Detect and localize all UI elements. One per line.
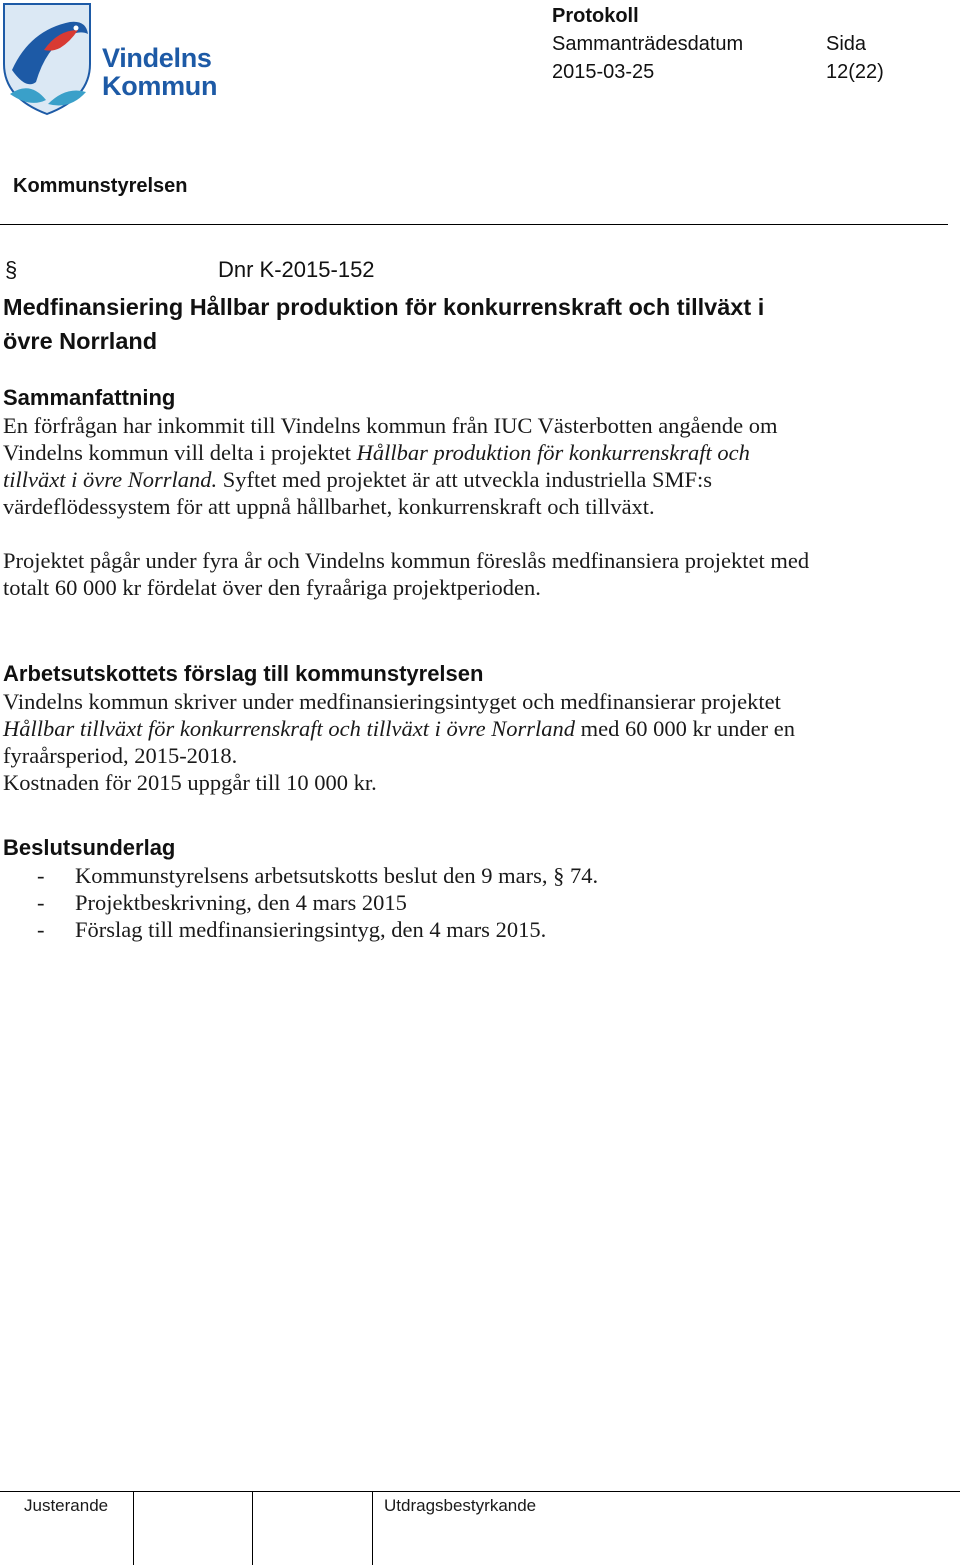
summary-text-1: En förfrågan har inkommit till Vindelns kommun från IUC Västerbotten angående om Vindelns kommun vill delta i projektet <box>3 413 778 465</box>
page-label: Sida <box>826 33 867 55</box>
doc-type: Protokoll <box>552 5 639 27</box>
proposal-project-name: Hållbar tillväxt för konkurrenskraft och tillväxt i övre Norrland <box>3 716 576 741</box>
basis-heading: Beslutsunderlag <box>3 835 176 860</box>
summary-paragraph-2: Projektet pågår under fyra år och Vindelns kommun föreslås medfinansiera projektet med totalt 60 000 kr fördelat över den fyraåriga projektperioden. <box>3 548 810 600</box>
proposal-text-1: Vindelns kommun skriver under medfinansieringsintyget och medfinansierar projektet <box>3 689 781 714</box>
case-title <box>3 290 843 358</box>
list-item <box>3 862 843 889</box>
logo-line-2: Kommun <box>102 71 218 101</box>
utdragsbestyrkande-label: Utdragsbestyrkande <box>384 1496 537 1515</box>
paragraph-sign: § <box>5 257 18 282</box>
list-item <box>3 916 843 943</box>
basis-section <box>3 834 843 943</box>
date-label: Sammanträdesdatum <box>552 33 744 55</box>
list-item-text: Förslag till medfinansieringsintyg, den 4 mars 2015. <box>75 917 547 942</box>
justerande-label: Justerande <box>24 1496 109 1515</box>
summary-section <box>3 384 813 601</box>
proposal-cost-line: Kostnaden för 2015 uppgår till 10 000 kr. <box>3 770 377 795</box>
date-value: 2015-03-25 <box>552 61 655 83</box>
page-value: 12(22) <box>826 61 884 83</box>
proposal-section <box>3 660 813 796</box>
proposal-text-2: med 60 000 kr under en fyraårsperiod, 2015-2018. <box>3 716 795 768</box>
proposal-heading: Arbetsutskottets förslag till kommunstyrelsen <box>3 661 484 686</box>
case-title-line-1: Medfinansiering Hållbar produktion för konkurrenskraft och tillväxt i <box>3 294 765 320</box>
header-divider <box>0 224 948 225</box>
signature-footer <box>0 1491 960 1565</box>
list-bullet: - <box>37 863 45 888</box>
list-item <box>3 889 843 916</box>
summary-paragraph-1 <box>3 412 813 520</box>
list-bullet: - <box>37 917 45 942</box>
body-name: Kommunstyrelsen <box>13 175 188 197</box>
proposal-paragraph <box>3 688 813 769</box>
fish-emblem-icon <box>0 0 100 116</box>
summary-text-2: Syftet med projektet är att utveckla industriella SMF:s värdeflödessystem för att uppnå hållbarhet, konkurrenskraft och tillväxt. <box>3 467 713 519</box>
footer-cell <box>252 1492 373 1565</box>
list-item-text: Kommunstyrelsens arbetsutskotts beslut den 9 mars, § 74. <box>75 863 599 888</box>
summary-project-name: Hållbar produktion för konkurrenskraft och tillväxt i övre Norrland. <box>3 440 750 492</box>
list-bullet: - <box>37 890 45 915</box>
list-item-text: Projektbeskrivning, den 4 mars 2015 <box>75 890 407 915</box>
logo-line-1: Vindelns <box>102 43 212 73</box>
summary-heading: Sammanfattning <box>3 385 176 410</box>
case-title-line-2: övre Norrland <box>3 328 158 354</box>
dnr: Dnr K-2015-152 <box>218 257 375 282</box>
logo-wordmark <box>102 44 217 100</box>
municipality-logo <box>0 0 240 116</box>
footer-cell <box>133 1492 253 1565</box>
